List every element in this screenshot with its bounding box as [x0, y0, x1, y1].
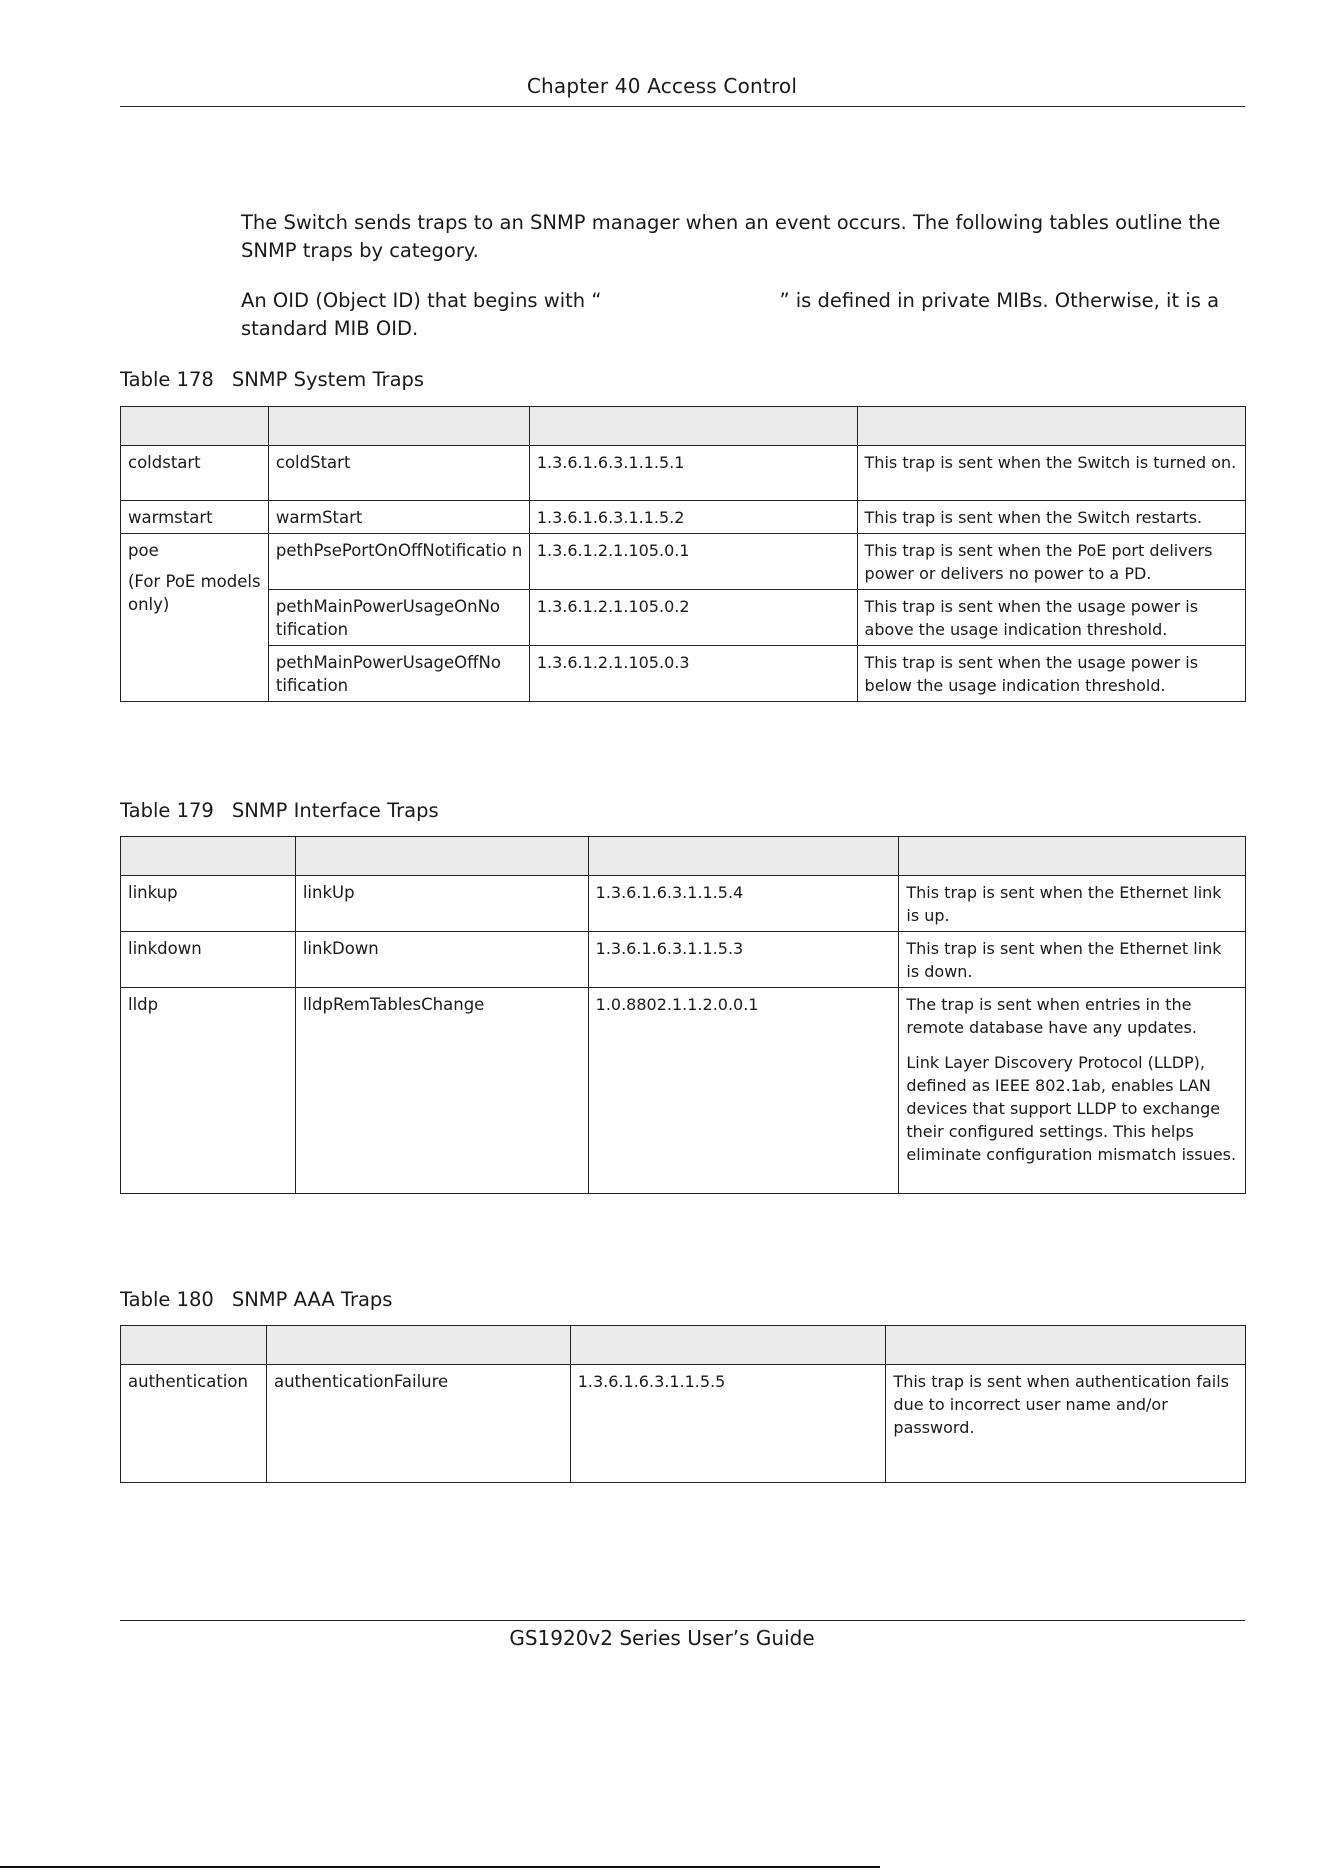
- oid-cell: 1.3.6.1.2.1.105.0.3: [529, 646, 857, 702]
- guide-title: GS1920v2 Series User’s Guide: [509, 1626, 815, 1650]
- oid-cell: 1.3.6.1.6.3.1.1.5.1: [529, 446, 857, 501]
- option-cell: linkup: [121, 876, 296, 932]
- oid-cell: 1.3.6.1.2.1.105.0.2: [529, 590, 857, 646]
- header-cell: [899, 837, 1246, 876]
- object-label-cell: authenticationFailure: [266, 1365, 570, 1483]
- table-row: [121, 534, 1246, 590]
- lldp-explanation: Link Layer Discovery Protocol (LLDP), defined as IEEE 802.1ab, enables LAN devices that support LLDP to exchange their configured settings. This helps eliminate configuration mismatch issues.: [906, 1053, 1237, 1164]
- page-edge-line: [0, 1866, 880, 1868]
- option-cell: authentication: [121, 1365, 267, 1483]
- aaa-traps-table: [120, 1325, 1246, 1483]
- option-cell: warmstart: [121, 501, 269, 534]
- option-cell: linkdown: [121, 932, 296, 988]
- header-cell: [857, 407, 1245, 446]
- table-row: [121, 501, 1246, 534]
- option-note: (For PoE models only): [128, 572, 261, 614]
- description-text: The trap is sent when entries in the remote database have any updates.: [906, 995, 1197, 1037]
- oid-paragraph: [241, 287, 1221, 343]
- table-caption-aaa: [120, 1288, 392, 1311]
- option-name: poe: [128, 541, 159, 560]
- intro-paragraph: The Switch sends traps to an SNMP manager when an event occurs. The following tables outline the SNMP traps by category.: [241, 211, 1221, 262]
- header-cell: [295, 837, 588, 876]
- object-label-cell: pethPsePortOnOffNotificatio n: [268, 534, 529, 590]
- system-traps-table: [120, 406, 1246, 702]
- header-cell: [266, 1326, 570, 1365]
- oid-paragraph-start: An OID (Object ID) that begins with “: [241, 289, 602, 312]
- header-cell: [268, 407, 529, 446]
- description-cell: This trap is sent when the Ethernet link is up.: [899, 876, 1246, 932]
- table-row: [121, 590, 1246, 646]
- oid-cell: 1.3.6.1.6.3.1.1.5.3: [588, 932, 899, 988]
- header-cell: [886, 1326, 1246, 1365]
- option-cell: [121, 534, 269, 702]
- object-label-cell: linkUp: [295, 876, 588, 932]
- description-cell: [899, 988, 1246, 1194]
- header-cell: [529, 407, 857, 446]
- oid-cell: 1.3.6.1.6.3.1.1.5.4: [588, 876, 899, 932]
- table-header-row: [121, 1326, 1246, 1365]
- table-header-row: [121, 407, 1246, 446]
- description-cell: This trap is sent when the PoE port delivers power or delivers no power to a PD.: [857, 534, 1245, 590]
- object-label-cell: warmStart: [268, 501, 529, 534]
- header-cell: [121, 1326, 267, 1365]
- header-cell: [121, 407, 269, 446]
- table-caption-interface: [120, 799, 439, 822]
- object-label-cell: coldStart: [268, 446, 529, 501]
- description-cell: This trap is sent when the usage power is below the usage indication threshold.: [857, 646, 1245, 702]
- oid-paragraph-end: ” is defined in private MIBs. Otherwise, it is a standard MIB OID.: [241, 289, 1220, 340]
- table-number: Table 179: [120, 799, 214, 822]
- table-row: [121, 646, 1246, 702]
- oid-cell: 1.3.6.1.6.3.1.1.5.5: [570, 1365, 886, 1483]
- object-label-cell: lldpRemTablesChange: [295, 988, 588, 1194]
- table-title: SNMP System Traps: [231, 368, 425, 391]
- table-number: Table 178: [120, 368, 214, 391]
- option-cell: lldp: [121, 988, 296, 1194]
- table-number: Table 180: [120, 1288, 214, 1311]
- table-header-row: [121, 837, 1246, 876]
- description-cell: This trap is sent when authentication fails due to incorrect user name and/or password.: [886, 1365, 1246, 1483]
- option-cell: coldstart: [121, 446, 269, 501]
- header-cell: [588, 837, 899, 876]
- oid-cell: 1.3.6.1.2.1.105.0.1: [529, 534, 857, 590]
- table-caption-system: [120, 368, 424, 391]
- interface-traps-table: [120, 836, 1246, 1194]
- header-cell: [121, 837, 296, 876]
- table-row: [121, 932, 1246, 988]
- table-title: SNMP Interface Traps: [231, 799, 439, 822]
- description-cell: This trap is sent when the Ethernet link is down.: [899, 932, 1246, 988]
- description-cell: This trap is sent when the usage power is above the usage indication threshold.: [857, 590, 1245, 646]
- table-row: [121, 988, 1246, 1194]
- table-row: [121, 1365, 1246, 1483]
- object-label-cell: pethMainPowerUsageOnNo tification: [268, 590, 529, 646]
- object-label-cell: pethMainPowerUsageOffNo tification: [268, 646, 529, 702]
- table-row: [121, 876, 1246, 932]
- header-cell: [570, 1326, 886, 1365]
- chapter-title: Chapter 40 Access Control: [526, 74, 798, 98]
- table-row: [121, 446, 1246, 501]
- table-title: SNMP AAA Traps: [231, 1288, 393, 1311]
- description-cell: This trap is sent when the Switch is turned on.: [857, 446, 1245, 501]
- footer-rule: [120, 1620, 1245, 1621]
- description-cell: This trap is sent when the Switch restarts.: [857, 501, 1245, 534]
- oid-cell: 1.3.6.1.6.3.1.1.5.2: [529, 501, 857, 534]
- header-rule: [120, 106, 1245, 107]
- oid-cell: 1.0.8802.1.1.2.0.0.1: [588, 988, 899, 1194]
- object-label-cell: linkDown: [295, 932, 588, 988]
